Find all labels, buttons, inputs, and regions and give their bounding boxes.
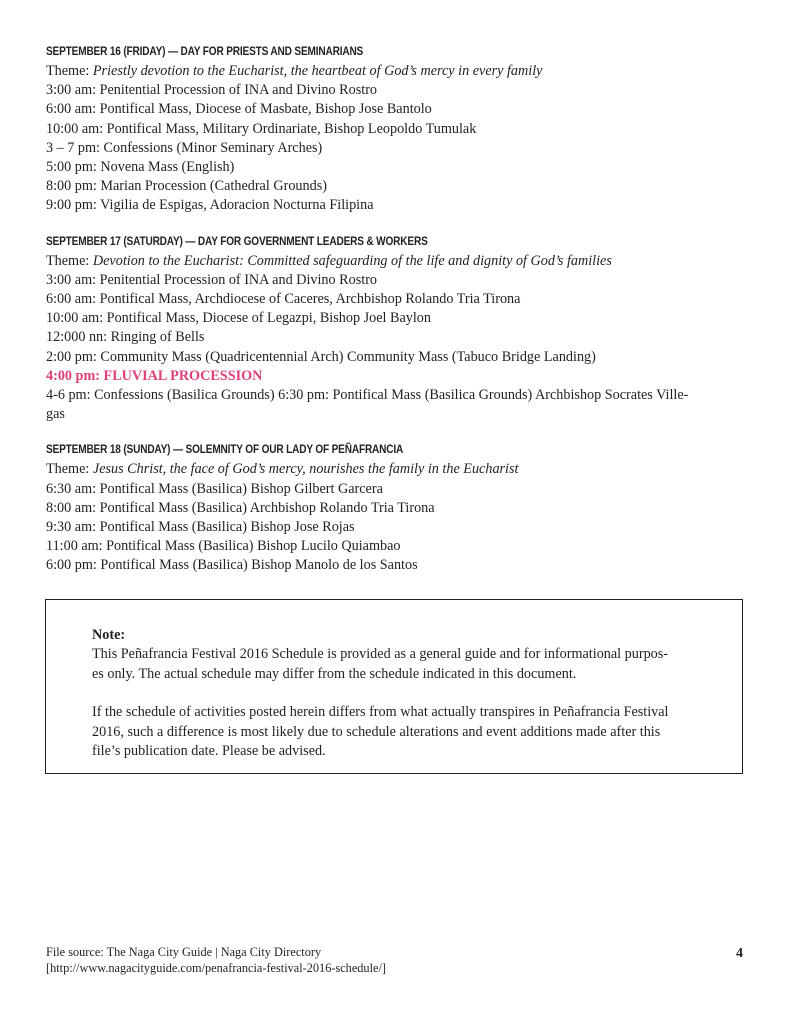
note-line: 2016, such a difference is most likely due to schedule alterations and event additions made after this bbox=[92, 723, 661, 740]
page-number: 4 bbox=[736, 946, 743, 961]
schedule-item: 9:30 am: Pontifical Mass (Basilica) Bishop Jose Rojas bbox=[46, 519, 355, 536]
schedule-item: 6:30 am: Pontifical Mass (Basilica) Bishop Gilbert Garcera bbox=[46, 480, 383, 497]
day-heading: SEPTEMBER 17 (SATURDAY) — DAY FOR GOVERNMENT LEADERS & WORKERS bbox=[46, 233, 428, 248]
day-heading: SEPTEMBER 16 (FRIDAY) — DAY FOR PRIESTS AND SEMINARIANS bbox=[46, 44, 364, 58]
footer-source-line: File source: The Naga City Guide | Naga City Directory bbox=[46, 945, 322, 959]
schedule-item: 8:00 pm: Marian Procession (Cathedral Grounds) bbox=[46, 178, 327, 195]
footer-url: [http://www.nagacityguide.com/penafrancia-festival-2016-schedule/] bbox=[46, 961, 386, 975]
schedule-item: 2:00 pm: Community Mass (Quadricentennial Arch) Community Mass (Tabuco Bridge Landing) bbox=[46, 348, 596, 365]
note-paragraph-2 bbox=[92, 703, 698, 762]
schedule-item: 4-6 pm: Confessions (Basilica Grounds) 6:30 pm: Pontifical Mass (Basilica Grounds) Archbishop Socrates Ville- bbox=[46, 387, 689, 404]
note-line: file’s publication date. Please be advised. bbox=[92, 743, 326, 759]
schedule-item: 6:00 am: Pontifical Mass, Archdiocese of Caceres, Archbishop Rolando Tria Tirona bbox=[46, 291, 521, 308]
schedule-item: 6:00 pm: Pontifical Mass (Basilica) Bishop Manolo de los Santos bbox=[46, 557, 418, 574]
schedule-item: 8:00 am: Pontifical Mass (Basilica) Archbishop Rolando Tria Tirona bbox=[46, 499, 435, 516]
section-sep-16 bbox=[46, 44, 756, 216]
note-line: If the schedule of activities posted herein differs from what actually transpires in Peñafrancia Festival bbox=[92, 704, 669, 720]
theme-line bbox=[46, 252, 756, 271]
theme-line bbox=[46, 62, 756, 81]
note-line: This Peñafrancia Festival 2016 Schedule is provided as a general guide and for informational purpos- bbox=[92, 646, 669, 662]
theme-text: Devotion to the Eucharist: Committed safeguarding of the life and dignity of God’s families bbox=[92, 252, 612, 269]
note-line: es only. The actual schedule may differ from the schedule indicated in this document. bbox=[92, 665, 577, 682]
schedule-item: 9:00 pm: Vigilia de Espigas, Adoracion Nocturna Filipina bbox=[46, 197, 374, 214]
schedule-item: 10:00 am: Pontifical Mass, Military Ordinariate, Bishop Leopoldo Tumulak bbox=[46, 120, 477, 137]
fluvial-procession-highlight: 4:00 pm: FLUVIAL PROCESSION bbox=[46, 367, 263, 384]
schedule-item: 12:000 nn: Ringing of Bells bbox=[46, 329, 205, 346]
schedule-item: 3:00 am: Penitential Procession of INA and Divino Rostro bbox=[46, 271, 378, 288]
theme-label: Theme: bbox=[46, 63, 93, 79]
schedule-item: 3:00 am: Penitential Procession of INA and Divino Rostro bbox=[46, 82, 378, 99]
theme-label: Theme: bbox=[46, 461, 93, 478]
note-box bbox=[45, 599, 743, 774]
schedule-item: 5:00 pm: Novena Mass (English) bbox=[46, 159, 235, 176]
schedule-item: 3 – 7 pm: Confessions (Minor Seminary Arches) bbox=[46, 139, 323, 156]
day-heading: SEPTEMBER 18 (SUNDAY) — SOLEMNITY OF OUR LADY OF PEÑAFRANCIA bbox=[46, 442, 404, 457]
section-sep-18 bbox=[46, 442, 756, 575]
footer-source bbox=[46, 944, 386, 976]
note-title: Note: bbox=[92, 627, 126, 643]
schedule-item-continued: gas bbox=[46, 406, 65, 423]
schedule-item: 10:00 am: Pontifical Mass, Diocese of Legazpi, Bishop Joel Baylon bbox=[46, 310, 431, 327]
note-paragraph-1 bbox=[92, 645, 698, 684]
theme-text: Jesus Christ, the face of God’s mercy, nourishes the family in the Eucharist bbox=[92, 461, 519, 478]
theme-line bbox=[46, 460, 756, 479]
section-sep-17 bbox=[46, 234, 756, 425]
theme-label: Theme: bbox=[46, 252, 93, 269]
schedule-item: 11:00 am: Pontifical Mass (Basilica) Bishop Lucilo Quiambao bbox=[46, 538, 401, 555]
theme-text: Priestly devotion to the Eucharist, the heartbeat of God’s mercy in every family bbox=[92, 63, 543, 79]
schedule-item: 6:00 am: Pontifical Mass, Diocese of Masbate, Bishop Jose Bantolo bbox=[46, 101, 432, 118]
schedule-content bbox=[46, 44, 756, 594]
